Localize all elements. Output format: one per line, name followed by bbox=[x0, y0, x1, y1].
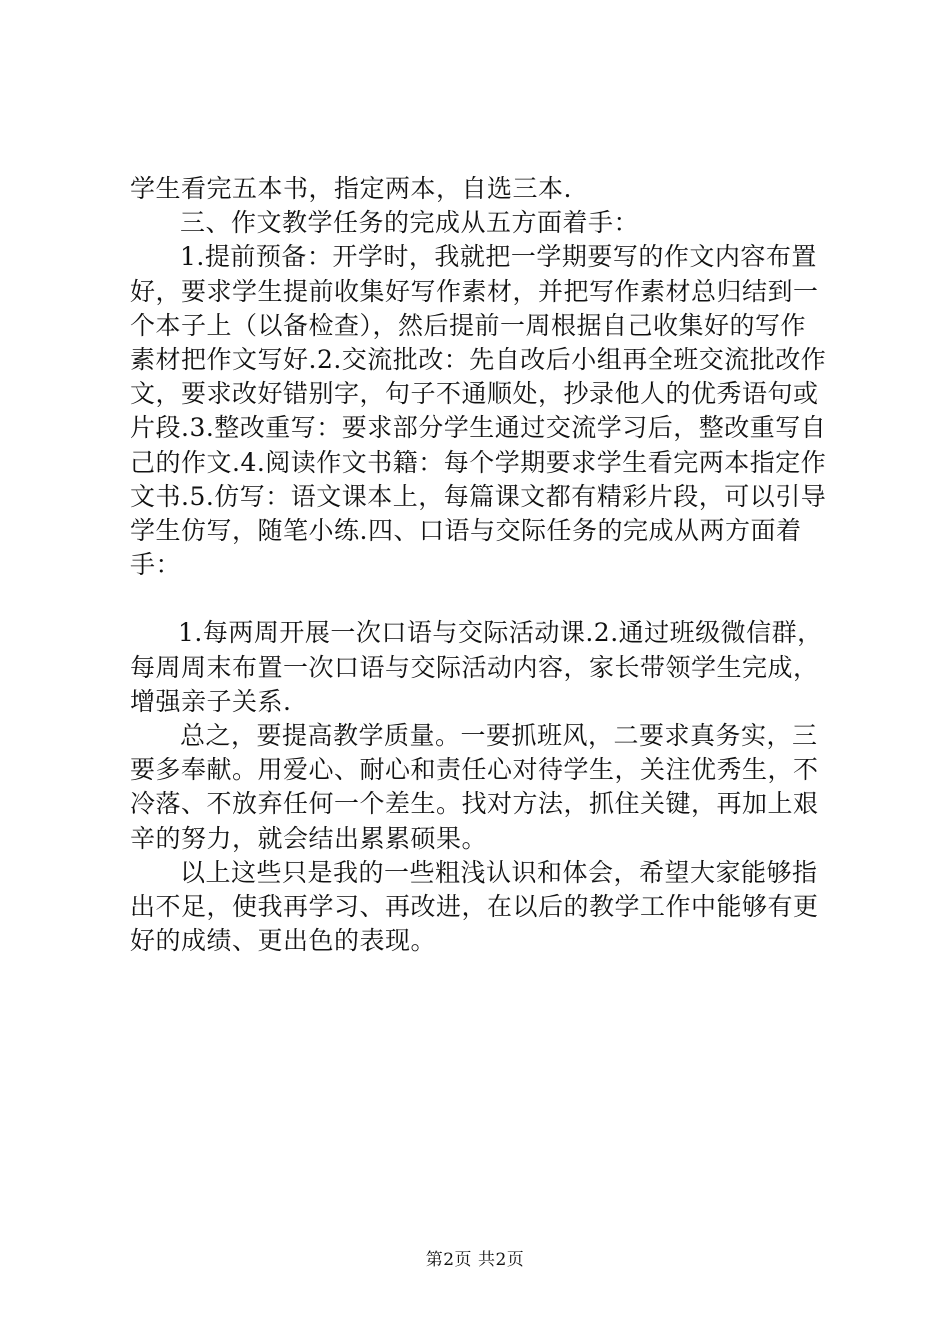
paragraph-closing: 以上这些只是我的一些粗浅认识和体会，希望大家能够指出不足，使我再学习、再改进，在以后的教学工作中能够有更好的成绩、更出色的表现。 bbox=[130, 857, 819, 956]
paragraph-composition-steps: 1.提前预备：开学时，我就把一学期要写的作文内容布置好，要求学生提前收集好写作素材，并把写作素材总归结到一个本子上（以备检查），然后提前一周根据自己收集好的写作素材把作文写好.2.交流批改：先自改后小组再全班交流批改作文，要求改好错别字，句子不通顺处，抄录他人的优秀语句或片段.3.整改重写：要求部分学生通过交流学习后，整改重写自己的作文.4.阅读作文书籍：每个学期要求学生看完两本指定作文书.5.仿写：语文课本上，每篇课文都有精彩片段，可以引导学生仿写，随笔小练.四、口语与交际任务的完成从两方面着手： bbox=[130, 242, 827, 580]
paragraph-continuation: 学生看完五本书，指定两本，自选三本. bbox=[130, 174, 572, 203]
paragraph-gap bbox=[130, 582, 830, 616]
paragraph-oral-communication: 1.每两周开展一次口语与交际活动课.2.通过班级微信群，每周周末布置一次口语与交际活动内容，家长带领学生完成，增强亲子关系. bbox=[130, 618, 823, 716]
page-footer: 第2页 共2页 bbox=[425, 1250, 525, 1270]
paragraph-section-three-heading: 三、作文教学任务的完成从五方面着手： bbox=[180, 208, 640, 238]
document-body bbox=[130, 172, 830, 958]
paragraph-summary: 总之，要提高教学质量。一要抓班风，二要求真务实，三要多奉献。用爱心、耐心和责任心对待学生，关注优秀生，不冷落、不放弃任何一个差生。找对方法，抓住关键，再加上艰辛的努力，就会结出累累硕果。 bbox=[130, 721, 819, 853]
